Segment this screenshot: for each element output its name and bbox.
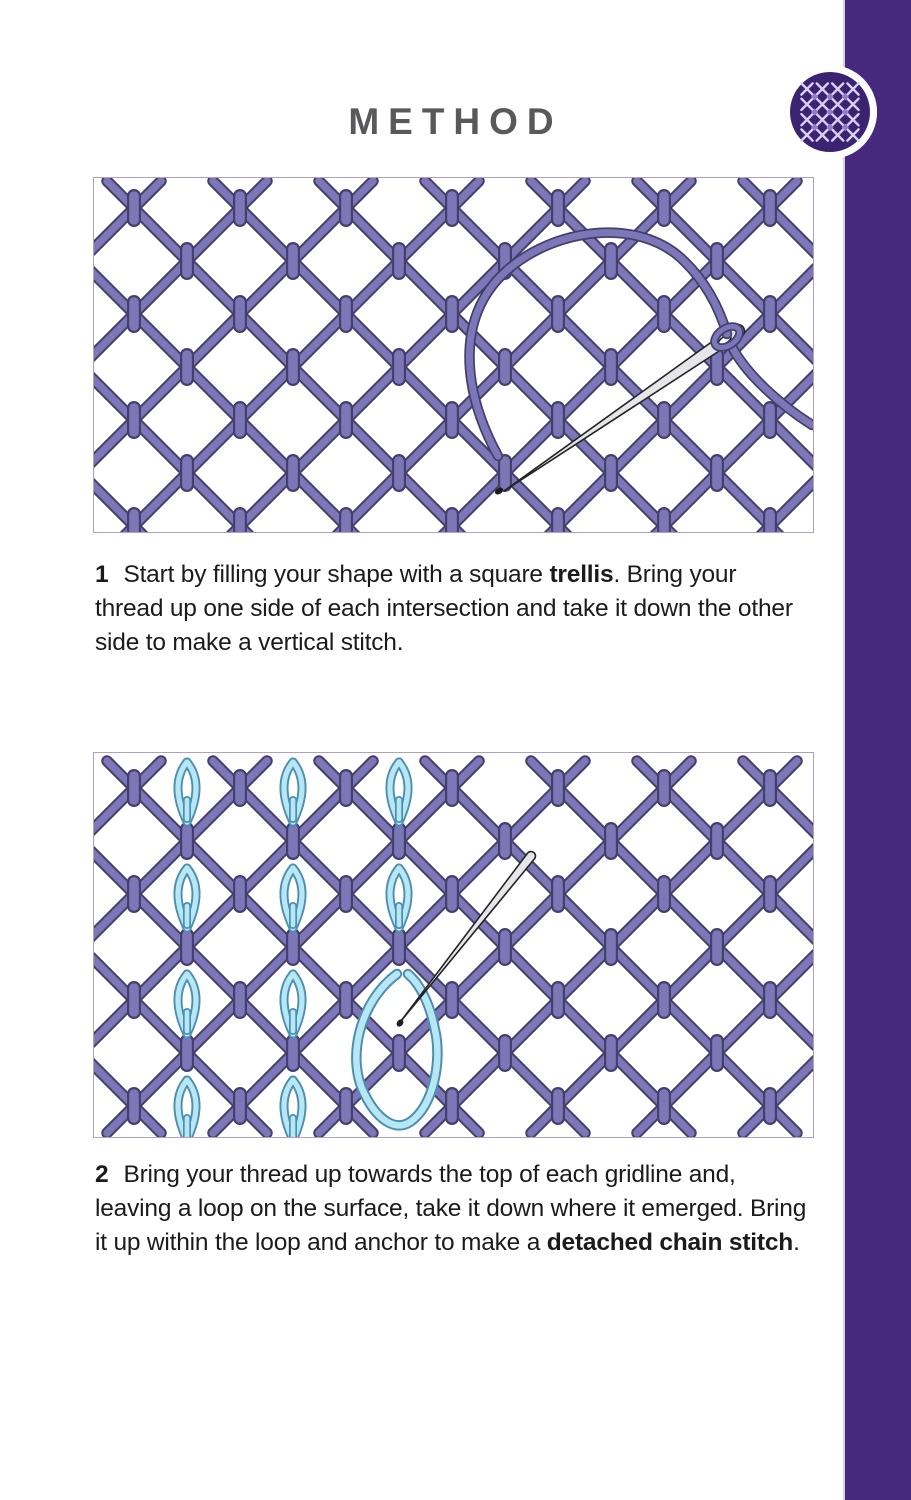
step-2-part-a: Bring your thread up towards the top of each gridline and, leaving a loop on the surface, take it down where it emerged. Bring it up within the loop and anchor to make a	[95, 1161, 807, 1256]
step-1-number: 1	[95, 561, 109, 588]
step-2-number: 2	[95, 1161, 109, 1188]
stitch-pattern-badge	[783, 65, 877, 159]
step-1-part-a: Start by filling your shape with a square	[123, 561, 550, 588]
step-2-bold-term: detached chain stitch	[546, 1229, 794, 1256]
cross-stitch-icon	[783, 65, 877, 159]
purple-side-bar	[843, 0, 911, 1500]
diagram-detached-chain	[93, 752, 814, 1138]
step-2-part-b: .	[793, 1229, 800, 1256]
trellis-needle-illustration	[94, 178, 814, 533]
step-1-part-b: . Bring your thread up one side of each intersection and take it down the other side to make a vertical stitch.	[95, 561, 793, 656]
step-1-bold-term: trellis	[549, 561, 614, 588]
step-2-text	[95, 1158, 809, 1260]
diagram-square-trellis	[93, 177, 814, 533]
step-1-text	[95, 558, 809, 660]
page-title: METHOD	[348, 101, 563, 142]
chain-stitch-illustration	[94, 753, 814, 1138]
